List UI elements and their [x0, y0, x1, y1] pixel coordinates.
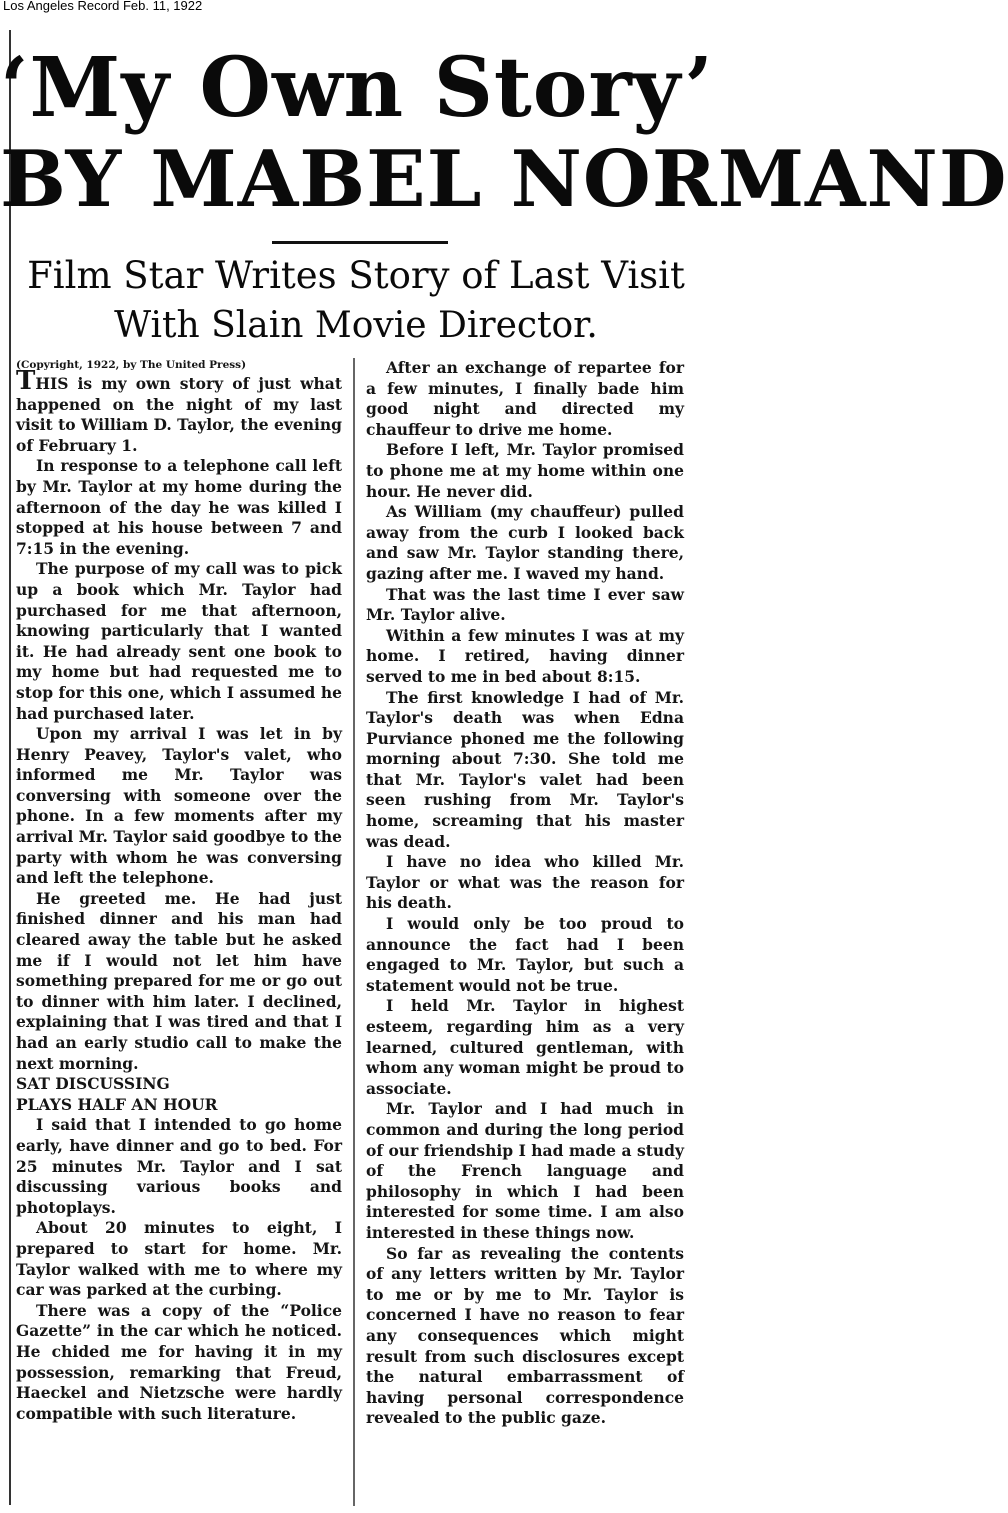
lead-paragraph [16, 366, 343, 456]
drop-cap: T [16, 366, 36, 396]
paragraph: I held Mr. Taylor in highest esteem, regarding him as a very learned, cultured gentleman, with whom any woman might be proud to associate. [366, 996, 684, 1098]
paragraph: I would only be too proud to announce the fact had I been engaged to Mr. Taylor, but such a statement would not be true. [366, 914, 684, 995]
paragraph: As William (my chauffeur) pulled away from the curb I looked back and saw Mr. Taylor standing there, gazing after me. I waved my hand. [366, 502, 684, 583]
headline-title: ‘My Own Story’ [0, 40, 714, 136]
paragraph: So far as revealing the contents of any letters written by Mr. Taylor to me or by me to Mr. Taylor is concerned I have no reason to fear any consequences which might result from such disclosures except the natural embarrassment of having personal correspondence revealed to the public gaze. [366, 1243, 684, 1428]
paragraph: About 20 minutes to eight, I prepared to start for home. Mr. Taylor walked with me to where my car was parked at the curbing. [16, 1218, 342, 1300]
subheading-line-2: PLAYS HALF AN HOUR [16, 1094, 218, 1114]
paragraph: Mr. Taylor and I had much in common and during the long period of our friendship I had made a study of the French language and philosophy in which I had been interested for some time. I am also interested in these things now. [366, 1099, 684, 1242]
paragraph: The first knowledge I had of Mr. Taylor's death was when Edna Purviance phoned me the following morning about 7:30. She told me that Mr. Taylor's valet had been seen rushing from Mr. Taylor's home, screaming that his master was dead. [366, 687, 684, 851]
paragraph: Within a few minutes I was at my home. I retired, having dinner served to me in bed about 8:15. [366, 625, 684, 686]
paragraph: There was a copy of the “Police Gazette” in the car which he noticed. He chided me for having it in my possession, remarking that Freud, Haeckel and Nietzsche were hardly compatible with such literature. [16, 1300, 342, 1423]
column-divider [353, 358, 355, 1506]
paragraph: I have no idea who killed Mr. Taylor or what was the reason for his death. [366, 852, 684, 913]
source-citation: Los Angeles Record Feb. 11, 1922 [3, 0, 203, 13]
article-column-right [366, 358, 684, 1429]
paragraph: In response to a telephone call left by Mr. Taylor at my home during the afternoon of the day he was killed I stopped at his house between 7 and 7:15 in the evening. [16, 456, 342, 558]
article-column-left [16, 358, 342, 1424]
paragraph: The purpose of my call was to pick up a book which Mr. Taylor had purchased for me that afternoon, knowing particularly that I wanted it. He had already sent one book to my home but had requested me to stop for this one, which I assumed he had purchased later. [16, 559, 342, 723]
lead-text: HIS is my own story of just what happened on the night of my last visit to William D. Taylor, the evening of February 1. [16, 374, 343, 455]
deck-line-2: With Slain Movie Director. [114, 305, 598, 346]
subheading [16, 1074, 342, 1115]
headline-rule [272, 241, 448, 244]
left-border-line [9, 30, 11, 1505]
paragraph: After an exchange of repartee for a few minutes, I finally bade him good night and directed my chauffeur to drive me home. [366, 358, 684, 439]
deck-line-1: Film Star Writes Story of Last Visit [27, 254, 685, 297]
subheading-line-1: SAT DISCUSSING [16, 1074, 170, 1094]
paragraph: He greeted me. He had just finished dinner and his man had cleared away the table but he asked me if I would not let him have something prepared for me or go out to dinner with him later. I declined, explaining that I was tired and that I had an early studio call to make the next morning. [16, 888, 342, 1073]
paragraph: Before I left, Mr. Taylor promised to phone me at my home within one hour. He never did. [366, 440, 684, 501]
copyright-notice: (Copyright, 1922, by The United Press) [16, 359, 247, 371]
paragraph: That was the last time I ever saw Mr. Taylor alive. [366, 584, 684, 625]
paragraph: Upon my arrival I was let in by Henry Peavey, Taylor's valet, who informed me Mr. Taylor was conversing with someone over the phone. In a few moments after my arrival Mr. Taylor said goodbye to the party with whom he was conversing and left the telephone. [16, 724, 342, 888]
headline-byline: BY MABEL NORMAND [0, 134, 1008, 225]
paragraph: I said that I intended to go home early, have dinner and go to bed. For 25 minutes Mr. Taylor and I sat discussing various books and photoplays. [16, 1115, 342, 1217]
